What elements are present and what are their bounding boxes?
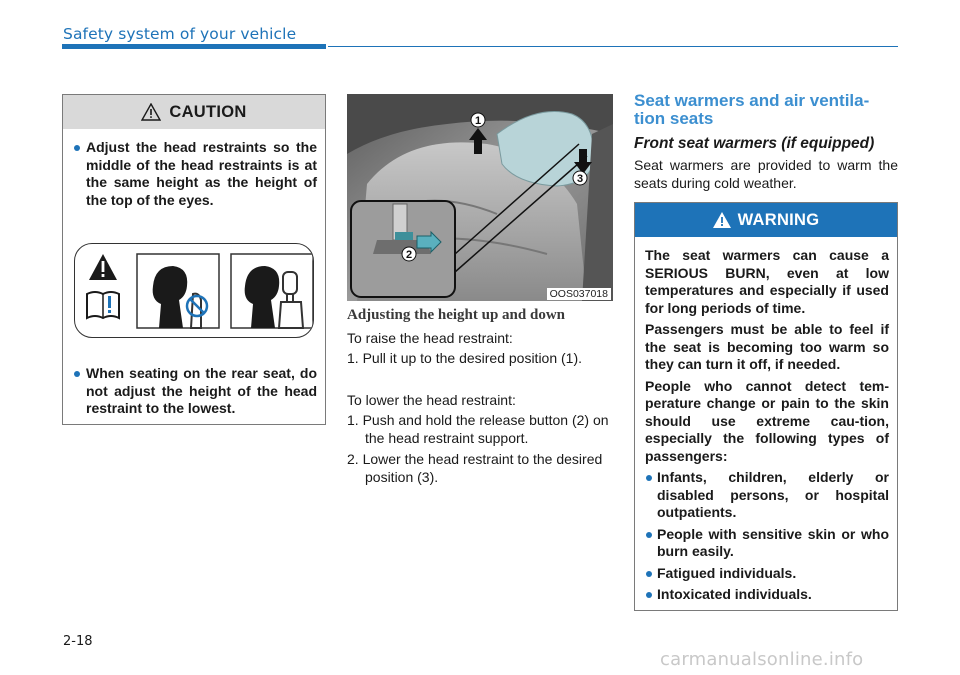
warning-bullet-text: Infants, children, elderly or disabled persons, or hospital outpatients. — [657, 469, 889, 520]
warning-title: WARNING — [737, 210, 820, 229]
bullet-dot-icon — [74, 371, 80, 377]
caution-bullet — [72, 365, 317, 418]
warning-paragraph: Passengers must be able to feel if the seat is becoming too warm so they can turn it off, if needed. — [645, 321, 889, 372]
caution-bullet-text: When seating on the rear seat, do not adjust the height of the head restraint to the lowest. — [86, 365, 317, 416]
bullet-dot-icon — [74, 145, 80, 151]
bullet-dot-icon — [646, 571, 652, 577]
warning-paragraph: The seat warmers can cause a SERIOUS BURN, even at low temperatures and especially if used for long periods of time. — [645, 247, 889, 316]
bullet-dot-icon — [646, 592, 652, 598]
lower-intro: To lower the head restraint: — [347, 392, 516, 408]
warning-bullet — [645, 565, 889, 583]
seat-warmers-subtitle: Front seat warmers (if equipped) — [634, 135, 875, 152]
warning-header — [635, 203, 897, 237]
caution-bullet — [72, 139, 317, 209]
warning-paragraph: People who cannot detect tem-perature change or pain to the skin should use extreme cau-tion, especially the following types of passengers: — [645, 377, 889, 464]
section-header-rule — [328, 46, 898, 47]
bullet-dot-icon — [646, 532, 652, 538]
manual-book-icon — [87, 292, 119, 318]
warning-body — [645, 247, 889, 608]
lower-step-1: 1. Push and hold the release button (2) on the head restraint support. — [347, 412, 609, 446]
raise-step-1: 1. Pull it up to the desired position (1). — [347, 350, 583, 366]
lower-step-2: 2. Lower the head restraint to the desired position (3). — [347, 451, 603, 485]
seat-warmers-title: Seat warmers and air ventila-tion seats — [634, 91, 870, 128]
person-head-restraint-correct-icon — [245, 266, 303, 328]
raise-intro: To raise the head restraint: — [347, 330, 513, 346]
section-header-title: Safety system of your vehicle — [63, 25, 297, 43]
caution-bullet-text: Adjust the head restraints so the middle of the head restraints is at the same height as the height of the top of the eyes. — [86, 139, 317, 208]
person-head-restraint-too-low-icon — [153, 266, 207, 328]
seat-warmers-body: Seat warmers are provided to warm the seats during cold weather. — [634, 157, 898, 191]
caution-illustration — [74, 243, 314, 338]
site-watermark: carmanualsonline.info — [660, 649, 864, 670]
callout-1-label: 1 — [474, 115, 482, 127]
release-button-inset — [351, 201, 455, 297]
warning-triangle-icon — [713, 212, 731, 228]
caution-triangle-icon — [141, 103, 161, 121]
warning-box — [634, 202, 898, 611]
warning-bullet — [645, 526, 889, 561]
caution-title: CAUTION — [169, 102, 247, 121]
warning-bullet-text: People with sensitive skin or who burn easily. — [657, 525, 889, 559]
head-restraint-photo — [347, 94, 613, 301]
warning-bullet-text: Fatigued individuals. — [657, 564, 797, 581]
callout-2-label: 2 — [405, 249, 413, 261]
warning-triangle-icon — [89, 254, 117, 280]
adjusting-heading: Adjusting the height up and down — [347, 307, 565, 323]
warning-bullet-text: Intoxicated individuals. — [657, 586, 812, 602]
section-header-bar — [62, 44, 326, 49]
warning-bullet — [645, 586, 889, 604]
caution-header — [63, 95, 325, 129]
page-number: 2-18 — [63, 634, 93, 649]
caution-box — [62, 94, 326, 425]
callout-3-label: 3 — [576, 173, 584, 185]
photo-reference-code: OOS037018 — [547, 288, 611, 300]
warning-bullet — [645, 469, 889, 522]
bullet-dot-icon — [646, 475, 652, 481]
